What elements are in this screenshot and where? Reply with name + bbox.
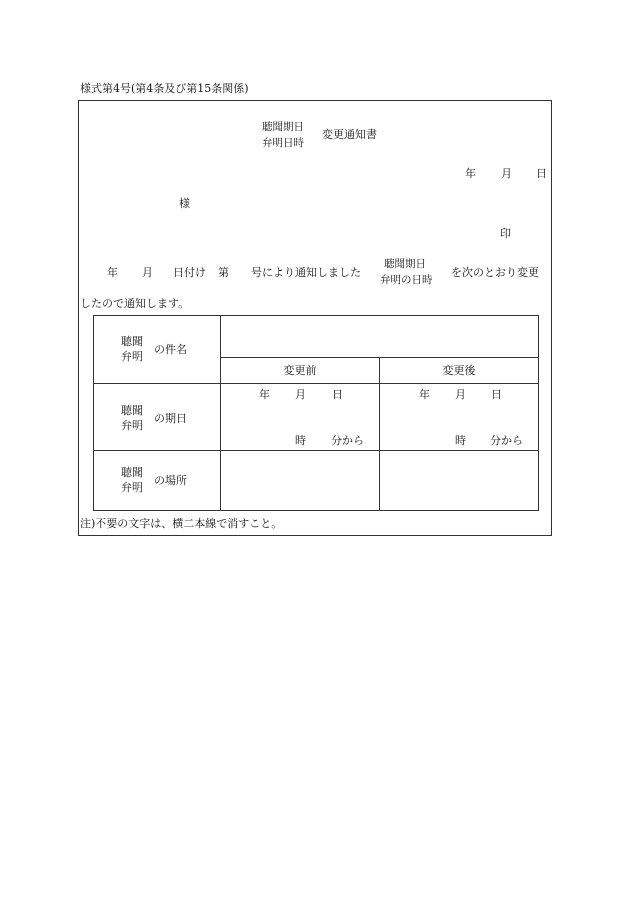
- body-number-suffix: 号により通知しました: [251, 266, 361, 279]
- date-before-minute: 分から: [331, 434, 364, 447]
- date-label-suffix: の期日: [154, 412, 187, 425]
- case-value-cell[interactable]: [221, 316, 539, 358]
- date-label-cell: [94, 384, 221, 451]
- body-number-prefix: 第: [218, 266, 229, 279]
- date-before-day: 日: [332, 388, 343, 401]
- case-label-suffix: の件名: [154, 343, 187, 356]
- date-after-month: 月: [455, 388, 466, 401]
- date-before-month: 月: [295, 388, 306, 401]
- body-year: 年: [107, 266, 118, 279]
- date-year: 年: [465, 167, 476, 180]
- header-after: 変更後: [442, 364, 476, 377]
- date-after-cell[interactable]: [380, 384, 539, 451]
- change-table: [93, 315, 539, 511]
- place-label-explanation: 弁明: [121, 481, 143, 494]
- date-before-year: 年: [259, 388, 270, 401]
- title-option-hearing: 聴聞期日: [262, 121, 304, 133]
- place-label-hearing: 聴聞: [121, 466, 143, 479]
- case-label-cell: [94, 316, 221, 384]
- date-label-hearing: 聴聞: [121, 404, 143, 417]
- addressee-honorific: 様: [179, 197, 190, 210]
- body-option-hearing: 聴聞期日: [384, 258, 426, 270]
- body-after: を次のとおり変更: [451, 266, 539, 279]
- date-before-cell[interactable]: [221, 384, 380, 451]
- table-row-place: [94, 451, 539, 511]
- footnote: 注)不要の文字は、横二本線で消すこと。: [80, 517, 283, 530]
- place-label-cell: [94, 451, 221, 511]
- body-line2: したので通知します。: [80, 297, 190, 310]
- header-after-cell: [380, 358, 539, 384]
- body-dated: 日付け: [173, 266, 206, 279]
- place-after-cell[interactable]: [380, 451, 539, 511]
- header-before: 変更前: [283, 364, 317, 377]
- date-after-hour: 時: [455, 434, 466, 447]
- date-after-minute: 分から: [490, 434, 523, 447]
- case-label-explanation: 弁明: [121, 350, 143, 363]
- date-after-year: 年: [419, 388, 430, 401]
- date-label-explanation: 弁明: [121, 419, 143, 432]
- header-before-cell: [221, 358, 380, 384]
- place-before-cell[interactable]: [221, 451, 380, 511]
- case-label-hearing: 聴聞: [121, 335, 143, 348]
- date-day: 日: [536, 167, 547, 180]
- seal-mark: 印: [500, 227, 511, 240]
- body-option-explanation: 弁明の日時: [380, 274, 433, 286]
- page-title: 変更通知書: [322, 128, 377, 141]
- date-after-day: 日: [491, 388, 502, 401]
- date-month: 月: [501, 167, 512, 180]
- table-row-case: [94, 316, 539, 358]
- body-month: 月: [142, 266, 153, 279]
- title-option-explanation: 弁明日時: [262, 137, 304, 149]
- form-number-label: 様式第4号(第4条及び第15条関係): [80, 82, 249, 95]
- date-before-hour: 時: [295, 434, 306, 447]
- table-row-date: [94, 384, 539, 451]
- place-label-suffix: の場所: [154, 474, 187, 487]
